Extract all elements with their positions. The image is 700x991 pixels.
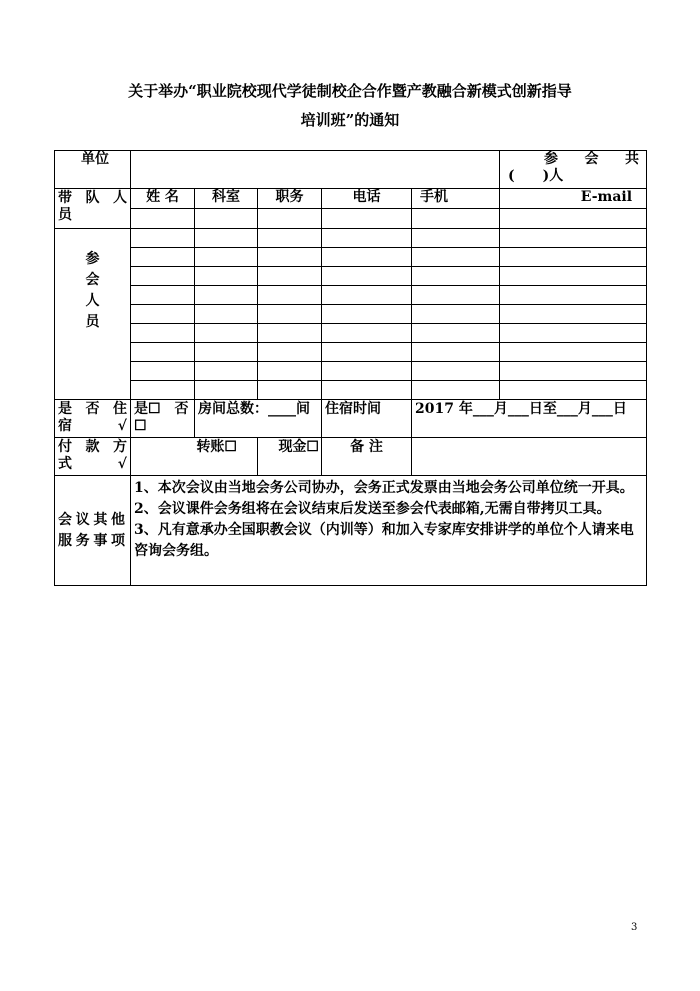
stay-label: 住宿时间 bbox=[322, 400, 412, 438]
attendee-phone-input[interactable] bbox=[322, 324, 412, 343]
attendee-name-input[interactable] bbox=[131, 229, 195, 248]
document-title-line2: 培训班”的通知 bbox=[300, 111, 400, 129]
attendee-row bbox=[55, 305, 647, 324]
unit-label: 单位 bbox=[55, 151, 131, 189]
attendee-phone-input[interactable] bbox=[322, 381, 412, 400]
attendee-post-input[interactable] bbox=[258, 324, 322, 343]
attendee-dept-input[interactable] bbox=[195, 229, 258, 248]
col-post: 职务 bbox=[258, 189, 322, 209]
service-notes bbox=[131, 476, 647, 586]
leader-mobile-input[interactable] bbox=[412, 209, 500, 229]
attendee-name-input[interactable] bbox=[131, 267, 195, 286]
attendee-post-input[interactable] bbox=[258, 229, 322, 248]
services-label-cell bbox=[55, 476, 131, 586]
transfer-option[interactable]: 转账☐ bbox=[131, 438, 258, 476]
attendee-email-input[interactable] bbox=[500, 362, 647, 381]
registration-form-table bbox=[54, 150, 647, 586]
attendee-row bbox=[55, 267, 647, 286]
attendee-email-input[interactable] bbox=[500, 324, 647, 343]
stay-dates-field[interactable]: 2017 年___月___日至___月___日 bbox=[412, 400, 647, 438]
attendee-post-input[interactable] bbox=[258, 267, 322, 286]
services-row bbox=[55, 476, 647, 586]
attendee-dept-input[interactable] bbox=[195, 248, 258, 267]
leader-post-input[interactable] bbox=[258, 209, 322, 229]
attendees-label-cell bbox=[55, 229, 131, 400]
attendee-phone-input[interactable] bbox=[322, 343, 412, 362]
rooms-field[interactable]: 房间总数：____间 bbox=[195, 400, 322, 438]
attendee-phone-input[interactable] bbox=[322, 267, 412, 286]
attendee-row bbox=[55, 286, 647, 305]
attendees-label: 参会人员 bbox=[85, 251, 100, 330]
services-label: 会议其他服务事项 bbox=[58, 511, 125, 549]
note-item: 3、凡有意承办全国职教会议（内训等）和加入专家库安排讲学的单位个人请来电咨询会务组。 bbox=[134, 522, 634, 559]
lodging-label: 是 否 住 宿√ bbox=[55, 400, 131, 438]
lodging-row bbox=[55, 400, 647, 438]
leader-name-input[interactable] bbox=[131, 209, 195, 229]
unit-input[interactable] bbox=[131, 151, 500, 189]
attendee-phone-input[interactable] bbox=[322, 248, 412, 267]
note-item: 1、本次会议由当地会务公司协办，会务正式发票由当地会务公司单位统一开具。 bbox=[134, 480, 634, 496]
payment-label: 付 款 方 式√ bbox=[55, 438, 131, 476]
leader-email-input[interactable] bbox=[500, 209, 647, 229]
attendee-dept-input[interactable] bbox=[195, 324, 258, 343]
unit-row bbox=[55, 151, 647, 189]
attendee-row bbox=[55, 229, 647, 248]
attendee-post-input[interactable] bbox=[258, 381, 322, 400]
attendee-mobile-input[interactable] bbox=[412, 305, 500, 324]
payment-row bbox=[55, 438, 647, 476]
note-item: 2、会议课件会务组将在会议结束后发送至参会代表邮箱,无需自带拷贝工具。 bbox=[134, 501, 611, 517]
attendee-name-input[interactable] bbox=[131, 248, 195, 267]
attendee-mobile-input[interactable] bbox=[412, 324, 500, 343]
attendee-email-input[interactable] bbox=[500, 267, 647, 286]
leader-phone-input[interactable] bbox=[322, 209, 412, 229]
cash-option[interactable]: 现金☐ bbox=[258, 438, 322, 476]
attendee-email-input[interactable] bbox=[500, 248, 647, 267]
remarks-label: 备 注 bbox=[322, 438, 412, 476]
total-suffix: ( )人 bbox=[508, 168, 564, 184]
page-number: 3 bbox=[631, 922, 638, 933]
attendee-name-input[interactable] bbox=[131, 381, 195, 400]
attendee-mobile-input[interactable] bbox=[412, 343, 500, 362]
attendee-mobile-input[interactable] bbox=[412, 267, 500, 286]
attendee-name-input[interactable] bbox=[131, 343, 195, 362]
attendee-mobile-input[interactable] bbox=[412, 362, 500, 381]
attendee-phone-input[interactable] bbox=[322, 286, 412, 305]
attendee-post-input[interactable] bbox=[258, 248, 322, 267]
attendee-post-input[interactable] bbox=[258, 305, 322, 324]
attendee-email-input[interactable] bbox=[500, 343, 647, 362]
remarks-input[interactable] bbox=[412, 438, 647, 476]
attendee-name-input[interactable] bbox=[131, 305, 195, 324]
attendee-dept-input[interactable] bbox=[195, 267, 258, 286]
attendee-dept-input[interactable] bbox=[195, 381, 258, 400]
attendee-post-input[interactable] bbox=[258, 286, 322, 305]
attendee-row bbox=[55, 381, 647, 400]
col-mobile: 手机 bbox=[412, 189, 500, 209]
attendee-email-input[interactable] bbox=[500, 286, 647, 305]
total-attendees-cell[interactable] bbox=[500, 151, 647, 189]
attendee-row bbox=[55, 362, 647, 381]
attendee-row bbox=[55, 343, 647, 362]
col-phone: 电话 bbox=[322, 189, 412, 209]
leader-header-row bbox=[55, 189, 647, 209]
attendee-dept-input[interactable] bbox=[195, 343, 258, 362]
attendee-dept-input[interactable] bbox=[195, 362, 258, 381]
attendee-mobile-input[interactable] bbox=[412, 248, 500, 267]
attendee-phone-input[interactable] bbox=[322, 229, 412, 248]
attendee-dept-input[interactable] bbox=[195, 286, 258, 305]
col-dept: 科室 bbox=[195, 189, 258, 209]
attendee-phone-input[interactable] bbox=[322, 305, 412, 324]
attendee-post-input[interactable] bbox=[258, 343, 322, 362]
leader-dept-input[interactable] bbox=[195, 209, 258, 229]
attendee-name-input[interactable] bbox=[131, 286, 195, 305]
col-name: 姓 名 bbox=[131, 189, 195, 209]
lodging-option[interactable]: 是☐ 否☐ bbox=[131, 400, 195, 438]
document-title-line1: 关于举办“职业院校现代学徒制校企合作暨产教融合新模式创新指导 bbox=[128, 82, 572, 100]
attendee-row bbox=[55, 324, 647, 343]
leader-label: 带 队 人 员 bbox=[55, 189, 131, 229]
attendee-email-input[interactable] bbox=[500, 305, 647, 324]
attendee-dept-input[interactable] bbox=[195, 305, 258, 324]
attendee-phone-input[interactable] bbox=[322, 362, 412, 381]
col-email: E-mail bbox=[500, 189, 647, 209]
attendee-mobile-input[interactable] bbox=[412, 381, 500, 400]
attendee-mobile-input[interactable] bbox=[412, 286, 500, 305]
attendee-post-input[interactable] bbox=[258, 362, 322, 381]
leader-input-row bbox=[55, 209, 647, 229]
attendee-mobile-input[interactable] bbox=[412, 229, 500, 248]
attendee-row bbox=[55, 248, 647, 267]
attendee-name-input[interactable] bbox=[131, 324, 195, 343]
total-label: 参 会 共 bbox=[544, 151, 640, 167]
attendee-email-input[interactable] bbox=[500, 229, 647, 248]
attendee-email-input[interactable] bbox=[500, 381, 647, 400]
attendee-name-input[interactable] bbox=[131, 362, 195, 381]
